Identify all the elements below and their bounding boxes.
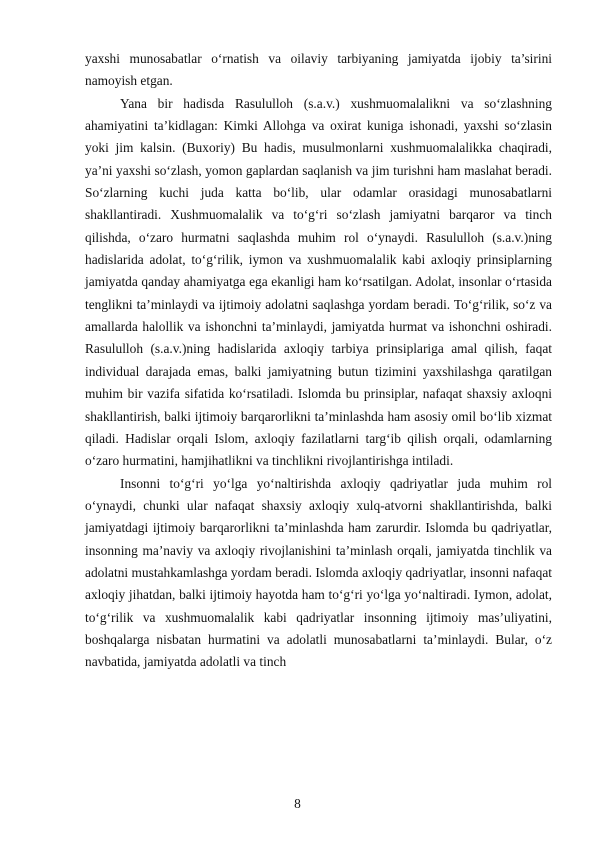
paragraph-continuation: yaxshi munosabatlar o‘rnatish va oilaviy tarbiyaning jamiyatda ijobiy ta’sirini namoyish etgan. xyxy=(85,51,552,89)
paragraph-moral-values: Insonni to‘g‘ri yo‘lga yo‘naltirishda axloqiy qadriyatlar juda muhim rol o‘ynaydi, chunki ular nafaqat shaxsiy axloqiy xulq-atvorni shakllantirishda, balki jamiyatdagi ijtimoiy barqarorlikni ta’minlashda ham zarurdir. Islomda bu qadriyatlar, insonning ma’naviy va axloqiy rivojlanishini ta’minlash orqali, jamiyatda tinchlik va adolatni mustahkamlashga yordam beradi. Islomda axloqiy qadriyatlar, insonni nafaqat axloqiy jihatdan, balki ijtimoiy hayotda ham to‘g‘ri yo‘lga yo‘naltiradi. Iymon, adolat, to‘g‘rilik va xushmuomalalik kabi qadriyatlar insonning ijtimoiy mas’uliyatini, boshqalarga nisbatan hurmatini va adolatli munosabatlarni ta’minlaydi. Bular, o‘z navbatida, jamiyatda adolatli va tinch xyxy=(85,475,552,670)
body-text xyxy=(85,48,552,674)
paragraph-hadith-speech: Yana bir hadisda Rasululloh (s.a.v.) xushmuomalalikni va so‘zlashning ahamiyatini ta’kidlagan: Kimki Allohga va oxirat kuniga ishonadi, yaxshi so‘zlasin yoki jim kalsin. (Buxoriy) Bu hadis, musulmonlarni xushmuomalalikka chaqiradi, ya’ni yaxshi so‘zlash, yomon gaplardan saqlanish va jim turishni ham maslahat beradi. So‘zlarning kuchi juda katta bo‘lib, ular odamlar orasidagi munosabatlarni shakllantiradi. Xushmuomalalik va to‘g‘ri so‘zlash jamiyatni barqaror va tinch qilishda, o‘zaro hurmatni saqlashda muhim rol o‘ynaydi. Rasululloh (s.a.v.)ning hadislarida adolat, to‘g‘rilik, iymon va xushmuomalalik kabi axloqiy prinsiplarning jamiyatda qanday ahamiyatga ega ekanligi ham ko‘rsatilgan. Adolat, insonlar o‘rtasida tenglikni ta’minlaydi va ijtimoiy adolatni saqlashga yordam beradi. To‘g‘rilik, so‘z va amallarda halollik va ishonchni ta’minlaydi, jamiyatda hurmat va ishonchni oshiradi. Rasululloh (s.a.v.)ning hadislarida axloqiy tarbiya prinsiplariga amal qilish, faqat individual darajada emas, balki jamiyatning butun tizimini yaxshilashga qaratilgan muhim bir vazifa sifatida ko‘rsatiladi. Islomda bu prinsiplar, nafaqat shaxsiy axloqni shakllantirish, balki ijtimoiy barqarorlikni ta’minlashda ham asosiy omil bo‘lib xizmat qiladi. Hadislar orqali Islom, axloqiy fazilatlarni targ‘ib qilish orqali, odamlarning o‘zaro hurmatini, hamjihatlikni va tinchlikni rivojlantirishga intiladi. xyxy=(85,95,552,469)
page-number: 8 xyxy=(294,796,301,811)
